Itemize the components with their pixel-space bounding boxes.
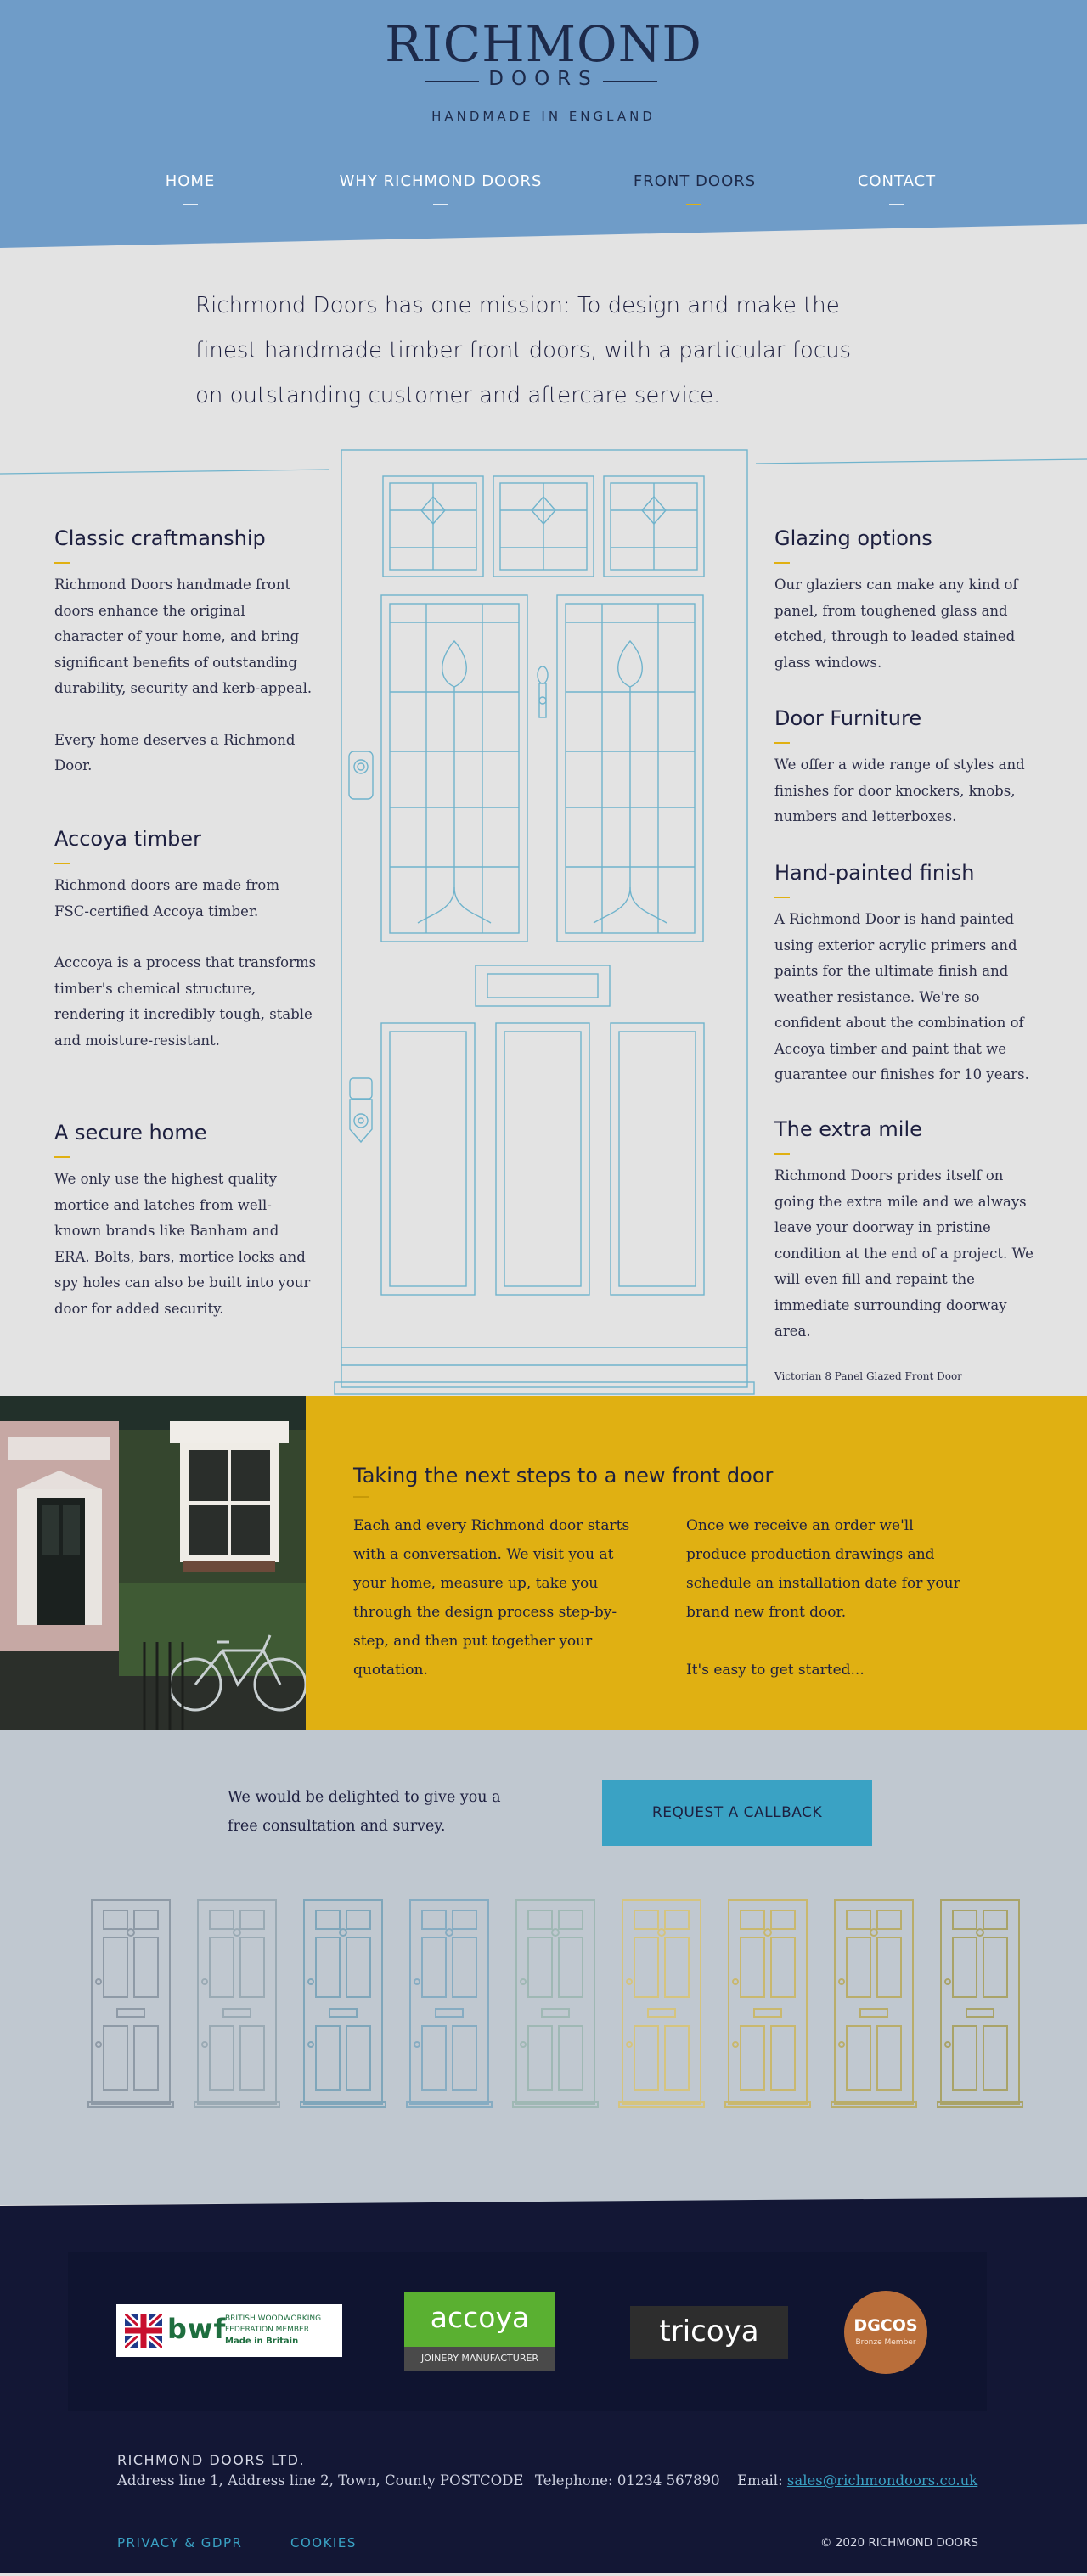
dgcos-mark: DGCOS <box>853 2316 918 2335</box>
bwf-line-2: FEDERATION MEMBER <box>225 2326 309 2334</box>
bwf-line-1: BRITISH WOODWORKING <box>225 2314 322 2323</box>
title-dash <box>353 1496 369 1498</box>
nav-front-doors-underline <box>686 204 701 205</box>
footer-email <box>737 2472 977 2489</box>
feature-door-furniture <box>774 706 1033 830</box>
door-colour-range <box>0 1898 1087 2111</box>
accoya-sub: JOINERY MANUFACTURER <box>404 2347 555 2371</box>
union-flag-icon <box>125 2314 162 2348</box>
logo-tagline: HANDMADE IN ENGLAND <box>431 109 656 124</box>
nav-home-underline <box>183 204 198 205</box>
feature-text: A Richmond Door is hand painted using exterior acrylic primers and paints for the ultimate finish and weather resistance. We're so confident about the combination of Accoya timber and paint that we guarantee our finishes for 10 years. <box>774 911 1029 1083</box>
footer-telephone: Telephone: 01234 567890 <box>535 2472 720 2489</box>
door-outline <box>725 1900 810 2107</box>
bwf-text <box>225 2314 321 2347</box>
door-outline <box>88 1900 173 2107</box>
accoya-badge[interactable] <box>404 2292 555 2371</box>
nav-front-doors[interactable]: FRONT DOORS <box>633 172 757 190</box>
next-steps-text: Once we receive an order we'll produce production drawings and schedule an installation date for your brand new front door. <box>686 1517 960 1621</box>
feature-secure-home <box>54 1121 318 1322</box>
feature-text: We offer a wide range of styles and finishes for door knockers, knobs, numbers and letterboxes. <box>774 756 1025 824</box>
title-dash <box>774 742 790 744</box>
feature-text: Our glaziers can make any kind of panel, from toughened glass and etched, through to leaded stained glass windows. <box>774 577 1018 671</box>
title-dash <box>54 1156 70 1158</box>
feature-classic-craftmanship <box>54 526 318 779</box>
site-header <box>0 0 1087 255</box>
house-photo-illustration <box>0 1396 306 1730</box>
feature-text: Richmond doors are made from FSC-certified Accoya timber. <box>54 877 279 920</box>
feature-text: Richmond Doors handmade front doors enhance the original character of your home, and bring significant benefits of outstanding durability, security and kerb-appeal. <box>54 577 313 696</box>
feature-glazing-options <box>774 526 1033 676</box>
house-photo <box>0 1396 306 1730</box>
feature-title: Accoya timber <box>54 827 201 851</box>
feature-text: Acccoya is a process that transforms timber's chemical structure, rendering it incredibly tough, stable and moisture-resistant. <box>54 954 317 1049</box>
door-outline <box>831 1900 916 2107</box>
tricoya-badge[interactable]: tricoya <box>630 2306 788 2359</box>
victorian-door-drawing <box>333 446 758 1396</box>
bwf-line-3: Made in Britain <box>225 2337 299 2346</box>
accoya-mark: accoya <box>404 2292 555 2347</box>
door-outline <box>619 1900 704 2107</box>
nav-home[interactable]: HOME <box>165 172 216 190</box>
door-outline <box>301 1900 386 2107</box>
callback-text: We would be delighted to give you a free consultation and survey. <box>228 1789 501 1835</box>
logo-wordmark[interactable]: RICHMOND <box>385 15 702 73</box>
feature-title: Hand-painted finish <box>774 861 975 885</box>
feature-title: Glazing options <box>774 526 932 550</box>
footer-privacy-link[interactable]: PRIVACY & GDPR <box>117 2535 243 2551</box>
door-caption: Victorian 8 Panel Glazed Front Door <box>774 1370 962 1382</box>
logo-rule-right <box>603 81 657 82</box>
nav-why-underline <box>433 204 448 205</box>
nav-contact[interactable]: CONTACT <box>857 172 937 190</box>
feature-text: We only use the highest quality mortice and latches from well-known brands like Banham and ERA. Bolts, bars, mortice locks and spy holes can also be built into your door for added security. <box>54 1171 311 1317</box>
title-dash <box>54 562 70 564</box>
nav-contact-underline <box>889 204 904 205</box>
dgcos-sub: Bronze Member <box>855 2338 916 2347</box>
request-callback-button[interactable]: REQUEST A CALLBACK <box>602 1780 872 1846</box>
footer-company: RICHMOND DOORS LTD. <box>117 2452 306 2468</box>
next-steps-text: Each and every Richmond door starts with a conversation. We visit you at your home, measure up, take you through the design process step-by-step, and then put together your quotation. <box>353 1517 630 1679</box>
feature-extra-mile <box>774 1117 1033 1345</box>
next-steps-col-2 <box>686 1511 975 1685</box>
footer-email-link[interactable]: sales@richmondoors.co.uk <box>786 2472 978 2489</box>
logo-doors: DOORS <box>488 68 599 90</box>
bwf-mark: bwf <box>167 2313 227 2345</box>
door-outline <box>938 1900 1022 2107</box>
next-steps-col-1 <box>353 1511 642 1685</box>
bwf-badge[interactable] <box>116 2304 342 2357</box>
feature-text: Richmond Doors prides itself on going the extra mile and we always leave your doorway in pristine condition at the end of a project. We will even fill and repaint the immediate surrounding doorway area. <box>774 1167 1033 1339</box>
footer-email-label: Email: <box>737 2472 783 2489</box>
next-steps-title: Taking the next steps to a new front door <box>353 1464 774 1488</box>
title-dash <box>54 863 70 864</box>
feature-accoya-timber <box>54 827 318 1054</box>
feature-title: Classic craftmanship <box>54 526 266 550</box>
footer-address: Address line 1, Address line 2, Town, County POSTCODE <box>117 2472 524 2489</box>
footer-copyright: © 2020 RICHMOND DOORS <box>819 2536 978 2550</box>
title-dash <box>774 562 790 564</box>
mission-statement: Richmond Doors has one mission: To design and make the finest handmade timber front doors, with a particular focus on outstanding customer and aftercare service. <box>195 293 852 408</box>
feature-hand-painted-finish <box>774 861 1033 1088</box>
title-dash <box>774 1153 790 1155</box>
dgcos-badge[interactable] <box>844 2291 927 2374</box>
nav-why-richmond-doors[interactable]: WHY RICHMOND DOORS <box>339 172 543 190</box>
feature-title: Door Furniture <box>774 706 922 730</box>
feature-title: The extra mile <box>774 1117 922 1141</box>
next-steps-get-started: It's easy to get started... <box>686 1662 865 1679</box>
door-outline <box>194 1900 279 2107</box>
title-dash <box>774 897 790 898</box>
feature-title: A secure home <box>54 1121 207 1145</box>
door-outline <box>407 1900 492 2107</box>
next-steps-section <box>306 1396 1087 1730</box>
feature-text: Every home deserves a Richmond Door. <box>54 731 296 773</box>
footer-cookies-link[interactable]: COOKIES <box>290 2535 357 2551</box>
door-outline <box>513 1900 598 2107</box>
